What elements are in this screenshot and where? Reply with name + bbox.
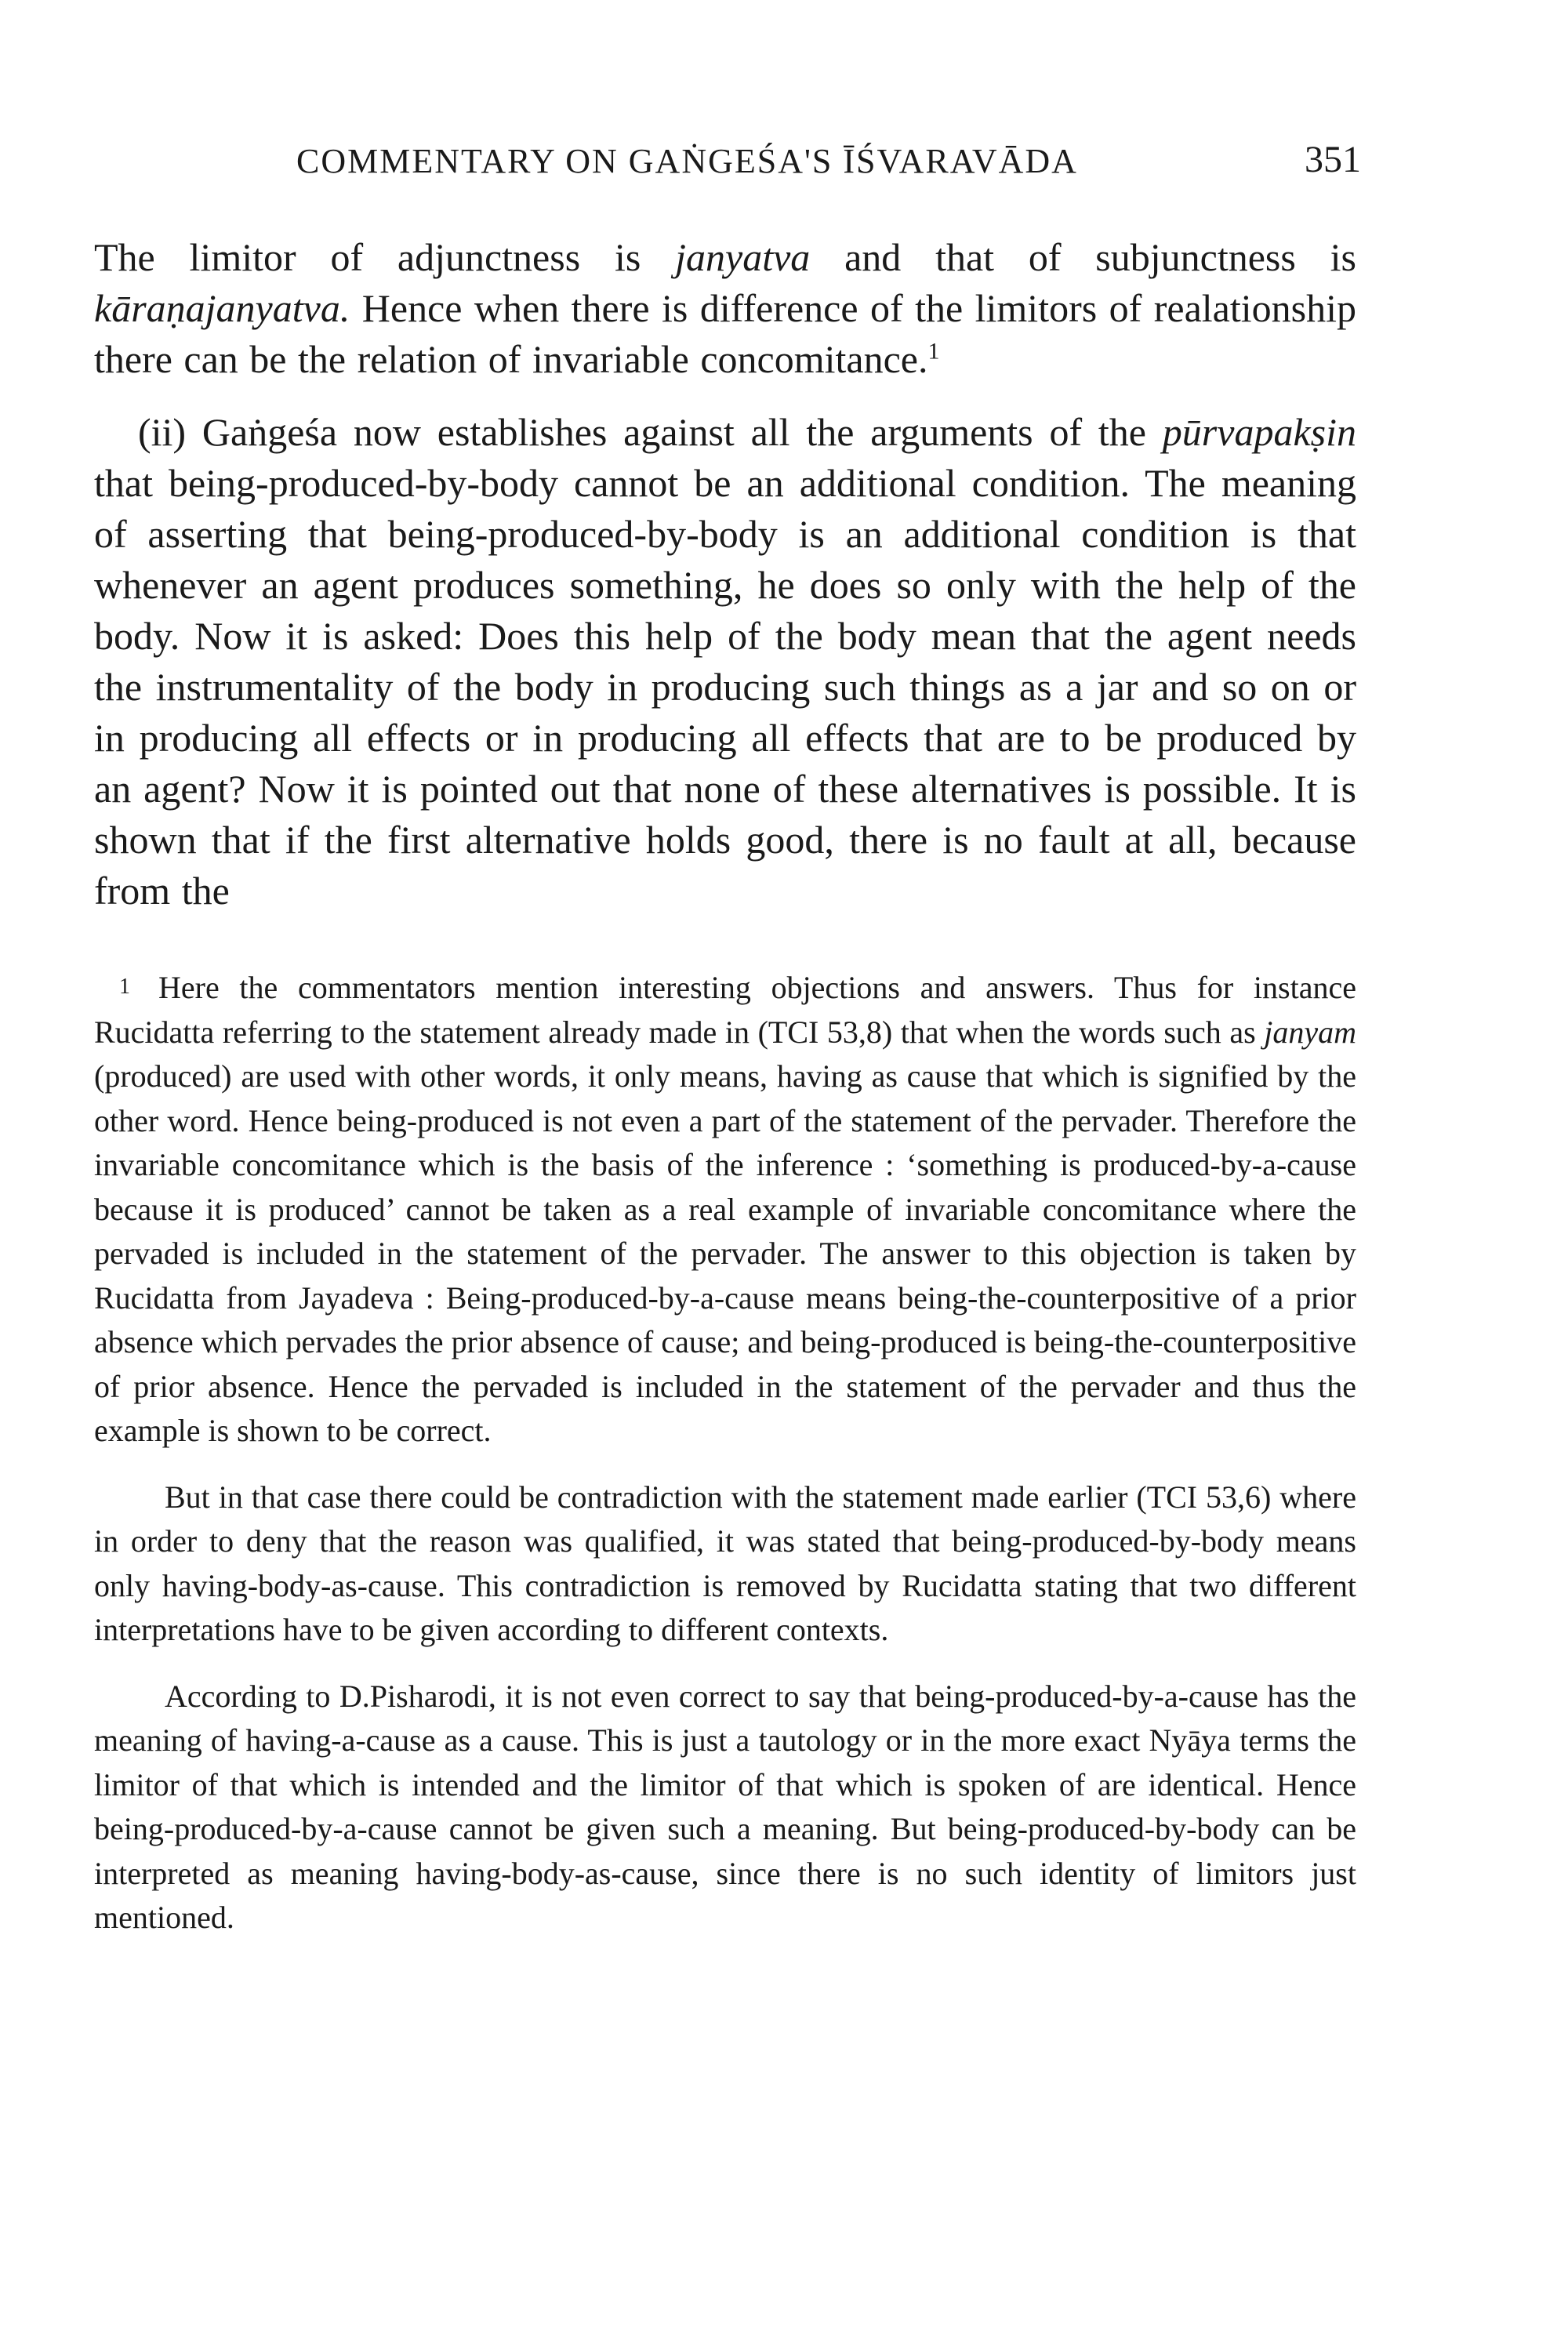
main-text bbox=[94, 232, 1356, 916]
footnote-reference-1: 1 bbox=[927, 338, 940, 365]
running-header bbox=[94, 139, 1361, 196]
footnote-paragraph-3: According to D.Pisharodi, it is not even correct to say that being-produced-by-a-cause has the meaning of having-a-cause as a cause. This is just a tautology or in the more exact Nyāya terms the limitor of that which is intended and the limitor of that which is spoken of are identical. Hence being-produced-by-a-cause cannot be given such a meaning. But being-produced-by-body can be interpreted as meaning having-body-as-cause, since there is no such identity of limitors just mentioned. bbox=[94, 1678, 1356, 1935]
term-janyatva: janyatva bbox=[675, 235, 811, 279]
term-purvapaksin: pūrvapakṣin bbox=[1162, 410, 1356, 454]
running-title: COMMENTARY ON GAṄGEŚA'S ĪŚVARAVĀDA bbox=[296, 142, 1078, 180]
page-number: 351 bbox=[1305, 139, 1361, 180]
footnote-paragraph-2: But in that case there could be contradiction with the statement made earlier (TCI 53,6) where in order to deny that the reason was qualified, it was stated that being-produced-by-body means only having-body-as-cause. This contradiction is removed by Rucidatta stating that two different interpretations have to be given according to different contexts. bbox=[94, 1479, 1356, 1647]
term-karanajanyatva: kāraṇajanyatva. bbox=[94, 286, 350, 330]
body-paragraph-2: (ii) Gaṅgeśa now establishes against all the arguments of the pūrvapakṣin that being-produced-by-body cannot be an additional condition. The meaning of asserting that being-produced-by-body is an additional condition is that whenever an agent produces something, he does so only with the help of the body. Now it is asked: Does this help of the body mean that the agent needs the instrumentality of the body in producing such things as a jar and so on or in producing all effects or in producing all effects that are to be produced by an agent? Now it is pointed out that none of these alternatives is possible. It is shown that if the first alternative holds good, there is no fault at all, because from the bbox=[94, 410, 1356, 913]
term-janyam: janyam bbox=[1264, 1014, 1356, 1050]
footnote-marker: 1 bbox=[119, 975, 130, 999]
body-paragraph-1: The limitor of adjunctness is janyatva and that of subjunctness is kāraṇajanyatva. Hence when there is difference of the limitors of realationship there can be the relation of invariable concomitance.$^1$ bbox=[94, 235, 1356, 381]
footnote-1: 1 Here the commentators mention interesting objections and answers. Thus for instance Rucidatta referring to the statement already made in (TCI 53,8) that when the words such as janyam (produced) are used with other words, it only means, having as cause that which is signified by the other word. Hence being-produced is not even a part of the statement of the pervader. Therefore the invariable concomitance which is the basis of the inference : ‘something is produced-by-a-cause because it is produced’ cannot be taken as a real example of invariable concomitance where the pervaded is included in the statement of the pervader. The answer to this objection is taken by Rucidatta from Jayadeva : Being-produced-by-a-cause means being-the-counterpositive of a prior absence which pervades the prior absence of cause; and being-produced is being-the-counterpositive of prior absence. Hence the pervaded is included in the statement of the pervader and thus the example is shown to be correct. bbox=[94, 965, 1356, 1454]
book-page bbox=[94, 139, 1361, 1962]
footnotes bbox=[94, 965, 1356, 1940]
